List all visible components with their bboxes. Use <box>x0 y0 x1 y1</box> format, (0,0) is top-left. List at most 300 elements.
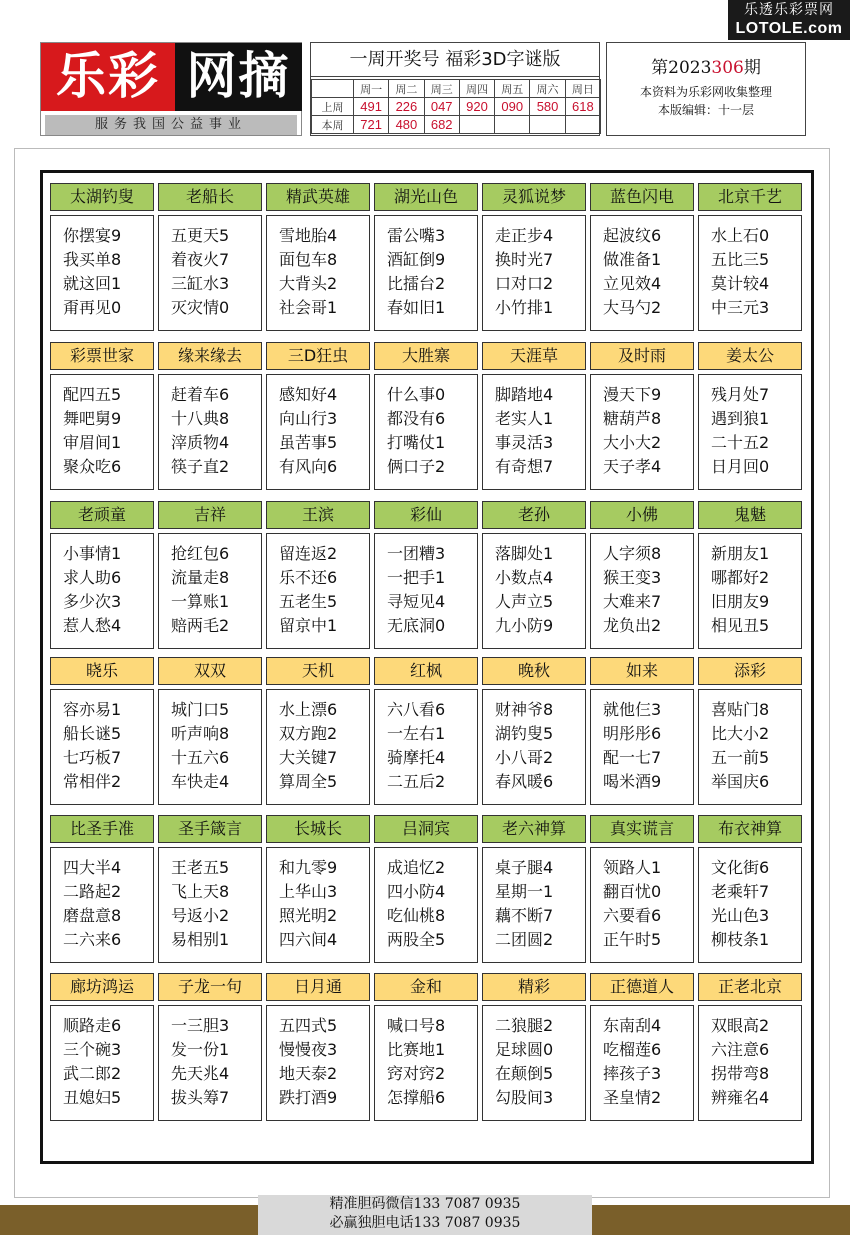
riddle-line: 吃榴莲6 <box>603 1040 662 1059</box>
riddle-author: 如来 <box>590 657 694 685</box>
riddle-line: 二团圆2 <box>495 930 554 949</box>
riddle-line: 三个碗3 <box>63 1040 122 1059</box>
riddle-line: 甭再见0 <box>63 298 122 317</box>
draw-number: 090 <box>495 98 530 116</box>
riddle-line: 遇到狼1 <box>711 409 770 428</box>
weekly-draws-title: 一周开奖号 福彩3D字谜版 <box>311 43 599 77</box>
riddle-line: 桌子腿4 <box>495 858 554 877</box>
riddle-line: 天子孝4 <box>603 457 662 476</box>
riddle-line: 寻短见4 <box>387 592 446 611</box>
riddle-line: 莫计较4 <box>711 274 770 293</box>
riddle-body <box>266 374 370 490</box>
logo-black-part: 网摘 <box>175 43 302 111</box>
riddle-line: 辨雍名4 <box>711 1088 770 1107</box>
riddle-body <box>158 215 262 331</box>
riddle-line: 二五后2 <box>387 772 446 791</box>
riddle-body <box>266 847 370 963</box>
riddle-line: 小数点4 <box>495 568 554 587</box>
riddle-line: 在颠倒5 <box>495 1064 554 1083</box>
riddle-body <box>482 215 586 331</box>
riddle-line: 翻百忧0 <box>603 882 662 901</box>
riddle-line: 和九零9 <box>279 858 338 877</box>
riddle-cell <box>266 657 370 805</box>
riddle-line: 雷公嘴3 <box>387 226 446 245</box>
draw-number: 226 <box>389 98 424 116</box>
riddle-line: 雪地胎4 <box>279 226 338 245</box>
riddle-author: 日月通 <box>266 973 370 1001</box>
riddle-line: 无底洞0 <box>387 616 446 635</box>
logo-red-part: 乐彩 <box>41 43 175 111</box>
riddle-line: 二十五2 <box>711 433 770 452</box>
riddle-line: 走正步4 <box>495 226 554 245</box>
draw-number: 721 <box>354 116 389 134</box>
riddle-line: 小竹排1 <box>495 298 554 317</box>
issue-number-value: 306 <box>711 58 744 78</box>
riddle-line: 面包车8 <box>279 250 338 269</box>
draw-number <box>495 116 530 134</box>
riddle-author: 王滨 <box>266 501 370 529</box>
riddle-line: 照光明2 <box>279 906 338 925</box>
riddle-line: 二狼腿2 <box>495 1016 554 1035</box>
draw-number <box>565 116 600 134</box>
riddle-author: 正老北京 <box>698 973 802 1001</box>
riddle-body <box>374 689 478 805</box>
riddle-line: 两股全5 <box>387 930 446 949</box>
riddle-author: 晓乐 <box>50 657 154 685</box>
riddle-cell <box>158 342 262 490</box>
riddle-cell <box>266 501 370 649</box>
day-header: 周六 <box>530 80 565 98</box>
riddle-line: 龙负出2 <box>603 616 662 635</box>
riddle-line: 五更天5 <box>171 226 230 245</box>
riddle-line: 十五六6 <box>171 748 230 767</box>
riddle-author: 吉祥 <box>158 501 262 529</box>
riddle-author: 小佛 <box>590 501 694 529</box>
riddle-cell <box>266 183 370 331</box>
riddle-line: 船长谜5 <box>63 724 122 743</box>
riddle-line: 惹人愁4 <box>63 616 122 635</box>
riddle-line: 水上石0 <box>711 226 770 245</box>
riddle-body <box>50 533 154 649</box>
riddle-cell <box>266 973 370 1121</box>
riddle-line: 筷子直2 <box>171 457 230 476</box>
day-header: 周一 <box>354 80 389 98</box>
riddle-author: 精武英雄 <box>266 183 370 211</box>
riddle-line: 双方跑2 <box>279 724 338 743</box>
riddle-cell <box>374 657 478 805</box>
riddle-line: 喊口号8 <box>387 1016 446 1035</box>
riddle-line: 喝米酒9 <box>603 772 662 791</box>
riddle-line: 赶着车6 <box>171 385 230 404</box>
riddle-line: 有奇想7 <box>495 457 554 476</box>
riddle-line: 漫天下9 <box>603 385 662 404</box>
riddle-cell <box>482 342 586 490</box>
riddle-line: 五比三5 <box>711 250 770 269</box>
riddle-line: 常相伴2 <box>63 772 122 791</box>
riddle-line: 都没有6 <box>387 409 446 428</box>
riddle-line: 喜贴门8 <box>711 700 770 719</box>
day-header: 周三 <box>424 80 459 98</box>
draws-table <box>311 79 601 134</box>
riddle-line: 滓质物4 <box>171 433 230 452</box>
riddle-line: 勾股间3 <box>495 1088 554 1107</box>
draws-header-row <box>312 80 601 98</box>
riddle-line: 窍对窍2 <box>387 1064 446 1083</box>
riddle-line: 四小防4 <box>387 882 446 901</box>
riddle-line: 虽苦事5 <box>279 433 338 452</box>
riddle-line: 你摆宴9 <box>63 226 122 245</box>
riddle-author: 正德道人 <box>590 973 694 1001</box>
riddle-body <box>698 374 802 490</box>
riddle-line: 酒缸倒9 <box>387 250 446 269</box>
draw-number: 491 <box>354 98 389 116</box>
riddle-line: 二六来6 <box>63 930 122 949</box>
logo <box>40 42 302 136</box>
riddle-author: 及时雨 <box>590 342 694 370</box>
riddle-cell <box>482 183 586 331</box>
riddle-line: 圣皇情2 <box>603 1088 662 1107</box>
riddle-author: 蓝色闪电 <box>590 183 694 211</box>
riddle-cell <box>374 815 478 963</box>
day-header: 周五 <box>495 80 530 98</box>
riddle-body <box>50 215 154 331</box>
last-week-label: 上周 <box>312 98 354 116</box>
draw-number: 920 <box>459 98 494 116</box>
riddle-line: 算周全5 <box>279 772 338 791</box>
riddle-line: 武二郎2 <box>63 1064 122 1083</box>
riddle-author: 北京千艺 <box>698 183 802 211</box>
riddle-author: 金和 <box>374 973 478 1001</box>
riddle-line: 事灵活3 <box>495 433 554 452</box>
riddle-line: 六要看6 <box>603 906 662 925</box>
riddle-line: 光山色3 <box>711 906 770 925</box>
riddle-board <box>40 170 814 1164</box>
riddle-line: 磨盘意8 <box>63 906 122 925</box>
riddle-line: 起波纹6 <box>603 226 662 245</box>
weekly-draws-panel <box>310 42 600 136</box>
riddle-line: 一左右1 <box>387 724 446 743</box>
riddle-cell <box>698 815 802 963</box>
riddle-line: 配四五5 <box>63 385 122 404</box>
riddle-cell <box>50 973 154 1121</box>
riddle-cell <box>590 973 694 1121</box>
riddle-author: 比圣手准 <box>50 815 154 843</box>
draw-number: 618 <box>565 98 600 116</box>
draw-number: 682 <box>424 116 459 134</box>
riddle-line: 中三元3 <box>711 298 770 317</box>
riddle-line: 三缸水3 <box>171 274 230 293</box>
riddle-author: 湖光山色 <box>374 183 478 211</box>
riddle-line: 易相别1 <box>171 930 230 949</box>
riddle-line: 就他仨3 <box>603 700 662 719</box>
riddle-author: 长城长 <box>266 815 370 843</box>
riddle-line: 骑摩托4 <box>387 748 446 767</box>
riddle-line: 二路起2 <box>63 882 122 901</box>
riddle-cell <box>374 973 478 1121</box>
riddle-cell <box>374 501 478 649</box>
riddle-line: 大马勺2 <box>603 298 662 317</box>
riddle-line: 感知好4 <box>279 385 338 404</box>
riddle-author: 三D狂虫 <box>266 342 370 370</box>
riddle-body <box>590 374 694 490</box>
riddle-line: 残月处7 <box>711 385 770 404</box>
riddle-line: 舞吧舅9 <box>63 409 122 428</box>
riddle-line: 五四式5 <box>279 1016 338 1035</box>
day-header: 周日 <box>565 80 600 98</box>
riddle-line: 一把手1 <box>387 568 446 587</box>
draw-number: 480 <box>389 116 424 134</box>
riddle-line: 赔两毛2 <box>171 616 230 635</box>
riddle-line: 十八典8 <box>171 409 230 428</box>
riddle-line: 怎撑船6 <box>387 1088 446 1107</box>
riddle-author: 天涯草 <box>482 342 586 370</box>
riddle-cell <box>50 501 154 649</box>
riddle-line: 领路人1 <box>603 858 662 877</box>
riddle-line: 比大小2 <box>711 724 770 743</box>
riddle-author: 吕洞宾 <box>374 815 478 843</box>
riddle-line: 明彤彤6 <box>603 724 662 743</box>
riddle-line: 相见丑5 <box>711 616 770 635</box>
riddle-cell <box>698 973 802 1121</box>
riddle-author: 彩票世家 <box>50 342 154 370</box>
riddle-line: 有风向6 <box>279 457 338 476</box>
riddle-body <box>374 533 478 649</box>
riddle-line: 摔孩子3 <box>603 1064 662 1083</box>
draw-number <box>459 116 494 134</box>
riddle-cell <box>482 657 586 805</box>
riddle-line: 王老五5 <box>171 858 230 877</box>
riddle-body <box>590 215 694 331</box>
contact-box <box>258 1195 592 1235</box>
riddle-body <box>158 1005 262 1121</box>
riddle-cell <box>482 501 586 649</box>
riddle-line: 文化街6 <box>711 858 770 877</box>
riddle-body <box>266 689 370 805</box>
riddle-cell <box>50 815 154 963</box>
riddle-line: 举国庆6 <box>711 772 770 791</box>
riddle-body <box>698 533 802 649</box>
last-week-row <box>312 98 601 116</box>
riddle-cell <box>590 815 694 963</box>
riddle-cell <box>590 657 694 805</box>
riddle-line: 留京中1 <box>279 616 338 635</box>
riddle-body <box>50 1005 154 1121</box>
riddle-line: 小事情1 <box>63 544 122 563</box>
riddle-line: 多少次3 <box>63 592 122 611</box>
riddle-line: 立见效4 <box>603 274 662 293</box>
riddle-line: 打嘴仗1 <box>387 433 446 452</box>
site-watermark <box>728 0 850 40</box>
riddle-line: 就这回1 <box>63 274 122 293</box>
riddle-body <box>590 847 694 963</box>
riddle-cell <box>158 973 262 1121</box>
wechat-contact: 精准胆码微信133 7087 0935 <box>329 1196 521 1212</box>
riddle-line: 灭灾情0 <box>171 298 230 317</box>
riddle-body <box>482 847 586 963</box>
riddle-cell <box>698 183 802 331</box>
issue-prefix: 第2023 <box>651 58 712 78</box>
riddle-line: 求人助6 <box>63 568 122 587</box>
riddle-body <box>374 215 478 331</box>
riddle-line: 向山行3 <box>279 409 338 428</box>
issue-suffix: 期 <box>743 58 761 78</box>
riddle-author: 廊坊鸿运 <box>50 973 154 1001</box>
riddle-line: 流量走8 <box>171 568 230 587</box>
editor-note: 本版编辑：十一层 <box>657 103 754 117</box>
day-header: 周四 <box>459 80 494 98</box>
riddle-body <box>482 1005 586 1121</box>
riddle-line: 社会哥1 <box>279 298 338 317</box>
riddle-cell <box>266 815 370 963</box>
riddle-line: 顺路走6 <box>63 1016 122 1035</box>
riddle-cell <box>50 342 154 490</box>
riddle-line: 大难来7 <box>603 592 662 611</box>
riddle-cell <box>698 342 802 490</box>
draw-number: 047 <box>424 98 459 116</box>
riddle-author: 老孙 <box>482 501 586 529</box>
riddle-author: 鬼魅 <box>698 501 802 529</box>
riddle-line: 小八哥2 <box>495 748 554 767</box>
riddle-cell <box>590 501 694 649</box>
riddle-author: 缘来缘去 <box>158 342 262 370</box>
riddle-cell <box>158 501 262 649</box>
riddle-line: 飞上天8 <box>171 882 230 901</box>
riddle-line: 人声立5 <box>495 592 554 611</box>
riddle-line: 车快走4 <box>171 772 230 791</box>
riddle-line: 四大半4 <box>63 858 122 877</box>
draw-number: 580 <box>530 98 565 116</box>
riddle-line: 比赛地1 <box>387 1040 446 1059</box>
riddle-author: 姜太公 <box>698 342 802 370</box>
riddle-line: 聚众吃6 <box>63 457 122 476</box>
riddle-author: 天机 <box>266 657 370 685</box>
riddle-line: 春风暖6 <box>495 772 554 791</box>
this-week-label: 本周 <box>312 116 354 134</box>
riddle-line: 先天兆4 <box>171 1064 230 1083</box>
riddle-line: 新朋友1 <box>711 544 770 563</box>
riddle-line: 一三胆3 <box>171 1016 230 1035</box>
riddle-line: 大小大2 <box>603 433 662 452</box>
riddle-line: 湖钓叟5 <box>495 724 554 743</box>
riddle-line: 五一前5 <box>711 748 770 767</box>
riddle-line: 日月回0 <box>711 457 770 476</box>
riddle-line: 俩口子2 <box>387 457 446 476</box>
riddle-body <box>698 689 802 805</box>
riddle-body <box>590 689 694 805</box>
riddle-author: 老顽童 <box>50 501 154 529</box>
riddle-line: 柳枝条1 <box>711 930 770 949</box>
riddle-author: 子龙一句 <box>158 973 262 1001</box>
riddle-line: 容亦易1 <box>63 700 122 719</box>
riddle-line: 双眼高2 <box>711 1016 770 1035</box>
riddle-line: 慢慢夜3 <box>279 1040 338 1059</box>
riddle-line: 水上漂6 <box>279 700 338 719</box>
riddle-cell <box>266 342 370 490</box>
riddle-body <box>590 533 694 649</box>
riddle-line: 跌打酒9 <box>279 1088 338 1107</box>
riddle-body <box>158 374 262 490</box>
riddle-line: 吃仙桃8 <box>387 906 446 925</box>
riddle-body <box>698 847 802 963</box>
riddle-body <box>374 374 478 490</box>
this-week-row <box>312 116 601 134</box>
riddle-line: 什么事0 <box>387 385 446 404</box>
riddle-line: 配一七7 <box>603 748 662 767</box>
riddle-author: 彩仙 <box>374 501 478 529</box>
riddle-body <box>50 689 154 805</box>
riddle-cell <box>374 183 478 331</box>
riddle-line: 正午时5 <box>603 930 662 949</box>
riddle-author: 双双 <box>158 657 262 685</box>
riddle-line: 比擂台2 <box>387 274 446 293</box>
riddle-line: 星期一1 <box>495 882 554 901</box>
riddle-author: 红枫 <box>374 657 478 685</box>
riddle-line: 四六间4 <box>279 930 338 949</box>
riddle-line: 脚踏地4 <box>495 385 554 404</box>
draw-number <box>530 116 565 134</box>
riddle-cell <box>374 342 478 490</box>
riddle-body <box>266 533 370 649</box>
riddle-line: 拐带弯8 <box>711 1064 770 1083</box>
phone-contact: 必赢独胆电话133 7087 0935 <box>329 1215 521 1231</box>
riddle-line: 财神爷8 <box>495 700 554 719</box>
riddle-body <box>482 533 586 649</box>
riddle-line: 旧朋友9 <box>711 592 770 611</box>
source-note: 本资料为乐彩网收集整理 <box>639 85 772 99</box>
riddle-line: 糖葫芦8 <box>603 409 662 428</box>
riddle-line: 东南刮4 <box>603 1016 662 1035</box>
riddle-cell <box>158 815 262 963</box>
riddle-line: 老乘轩7 <box>711 882 770 901</box>
riddle-body <box>266 215 370 331</box>
riddle-line: 拔头筹7 <box>171 1088 230 1107</box>
riddle-line: 城门口5 <box>171 700 230 719</box>
riddle-body <box>374 847 478 963</box>
riddle-line: 九小防9 <box>495 616 554 635</box>
issue-number <box>607 57 805 79</box>
riddle-line: 老实人1 <box>495 409 554 428</box>
riddle-author: 灵狐说梦 <box>482 183 586 211</box>
riddle-cell <box>698 501 802 649</box>
issue-info-panel <box>606 42 806 136</box>
riddle-body <box>158 847 262 963</box>
day-header: 周二 <box>389 80 424 98</box>
riddle-author: 晚秋 <box>482 657 586 685</box>
riddle-body <box>50 374 154 490</box>
riddle-line: 着夜火7 <box>171 250 230 269</box>
riddle-body <box>266 1005 370 1121</box>
riddle-line: 上华山3 <box>279 882 338 901</box>
riddle-line: 换时光7 <box>495 250 554 269</box>
riddle-author: 添彩 <box>698 657 802 685</box>
riddle-author: 大胜寨 <box>374 342 478 370</box>
riddle-line: 五老生5 <box>279 592 338 611</box>
riddle-body <box>158 689 262 805</box>
riddle-author: 老六神算 <box>482 815 586 843</box>
riddle-line: 七巧板7 <box>63 748 122 767</box>
riddle-line: 猴王变3 <box>603 568 662 587</box>
riddle-body <box>158 533 262 649</box>
riddle-line: 落脚处1 <box>495 544 554 563</box>
riddle-line: 一算账1 <box>171 592 230 611</box>
riddle-author: 圣手箴言 <box>158 815 262 843</box>
riddle-body <box>698 215 802 331</box>
riddle-line: 做准备1 <box>603 250 662 269</box>
riddle-line: 人字须8 <box>603 544 662 563</box>
riddle-line: 大背头2 <box>279 274 338 293</box>
riddle-body <box>482 689 586 805</box>
riddle-body <box>50 847 154 963</box>
